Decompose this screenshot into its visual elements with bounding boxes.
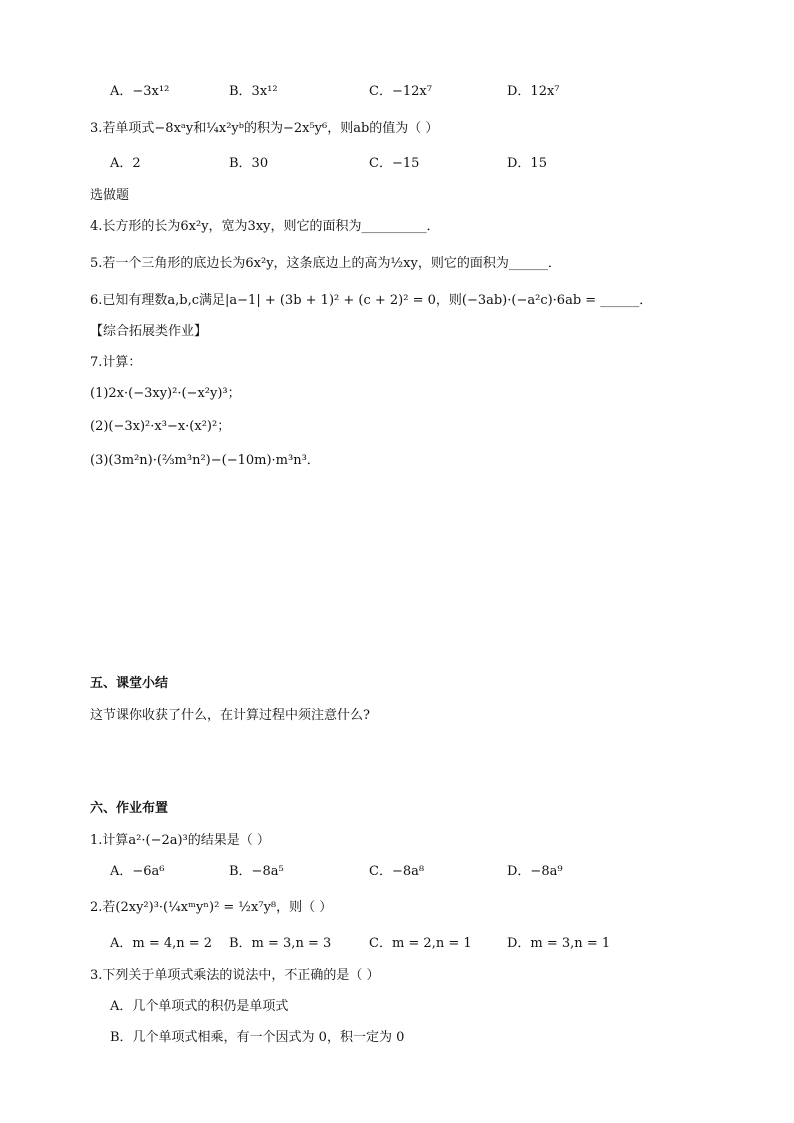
- optional-title: 选做题: [90, 188, 130, 203]
- option-c: C．−8a⁸: [369, 864, 425, 879]
- homework-question-1: 1.计算a²·(−2a)³的结果是（ ）: [90, 833, 270, 848]
- option-a: A．几个单项式的积仍是单项式: [110, 999, 289, 1014]
- question-7-part-2: (2)(−3x)²·x³−x·(x²)²；: [90, 419, 231, 434]
- option-b: B．几个单项式相乘，有一个因式为 0，积一定为 0: [110, 1030, 405, 1045]
- section-6-title: 六、作业布置: [90, 801, 169, 816]
- option-c: C．−15: [369, 156, 420, 171]
- option-b: B．3x¹²: [229, 84, 278, 99]
- question-7-title: 7.计算：: [90, 355, 142, 370]
- option-d: D．12x⁷: [507, 84, 560, 99]
- question-5: 5.若一个三角形的底边长为6x²y，这条底边上的高为½xy，则它的面积为______．: [90, 256, 561, 271]
- option-a: A．2: [110, 156, 141, 171]
- section-5-title: 五、课堂小结: [90, 676, 169, 691]
- extension-title: 【综合拓展类作业】: [90, 324, 208, 339]
- option-d: D．−8a⁹: [507, 864, 563, 879]
- option-d: D．m = 3,n = 1: [507, 936, 611, 951]
- option-a: A．−6a⁶: [110, 864, 165, 879]
- question-3: 3.若单项式−8xᵃy和¼x²yᵇ的积为−2x⁵y⁶，则ab的值为（ ）: [90, 121, 439, 136]
- section-5-text: 这节课你收获了什么，在计算过程中须注意什么?: [90, 708, 370, 723]
- homework-question-3: 3.下列关于单项式乘法的说法中，不正确的是（ ）: [90, 968, 380, 983]
- option-c: C．−12x⁷: [369, 84, 432, 99]
- option-a: A．−3x¹²: [110, 84, 170, 99]
- option-d: D．15: [507, 156, 547, 171]
- option-b: B．m = 3,n = 3: [229, 936, 332, 951]
- option-c: C．m = 2,n = 1: [369, 936, 472, 951]
- homework-question-2: 2.若(2xy²)³·(¼xᵐyⁿ)² = ½x⁷y⁸，则（ ）: [90, 900, 333, 915]
- question-7-part-3: (3)(3m²n)·(⅔m³n²)−(−10m)·m³n³．: [90, 453, 320, 468]
- option-b: B．−8a⁵: [229, 864, 284, 879]
- option-b: B．30: [229, 156, 269, 171]
- question-6: 6.已知有理数a,b,c满足|a−1| + (3b + 1)² + (c + 2)² = 0，则(−3ab)·(−a²c)·6ab = ______．: [90, 293, 653, 308]
- option-a: A．m = 4,n = 2: [110, 936, 213, 951]
- question-7-part-1: (1)2x·(−3xy)²·(−x²y)³；: [90, 386, 241, 401]
- question-4: 4.长方形的长为6x²y，宽为3xy，则它的面积为__________．: [90, 219, 440, 234]
